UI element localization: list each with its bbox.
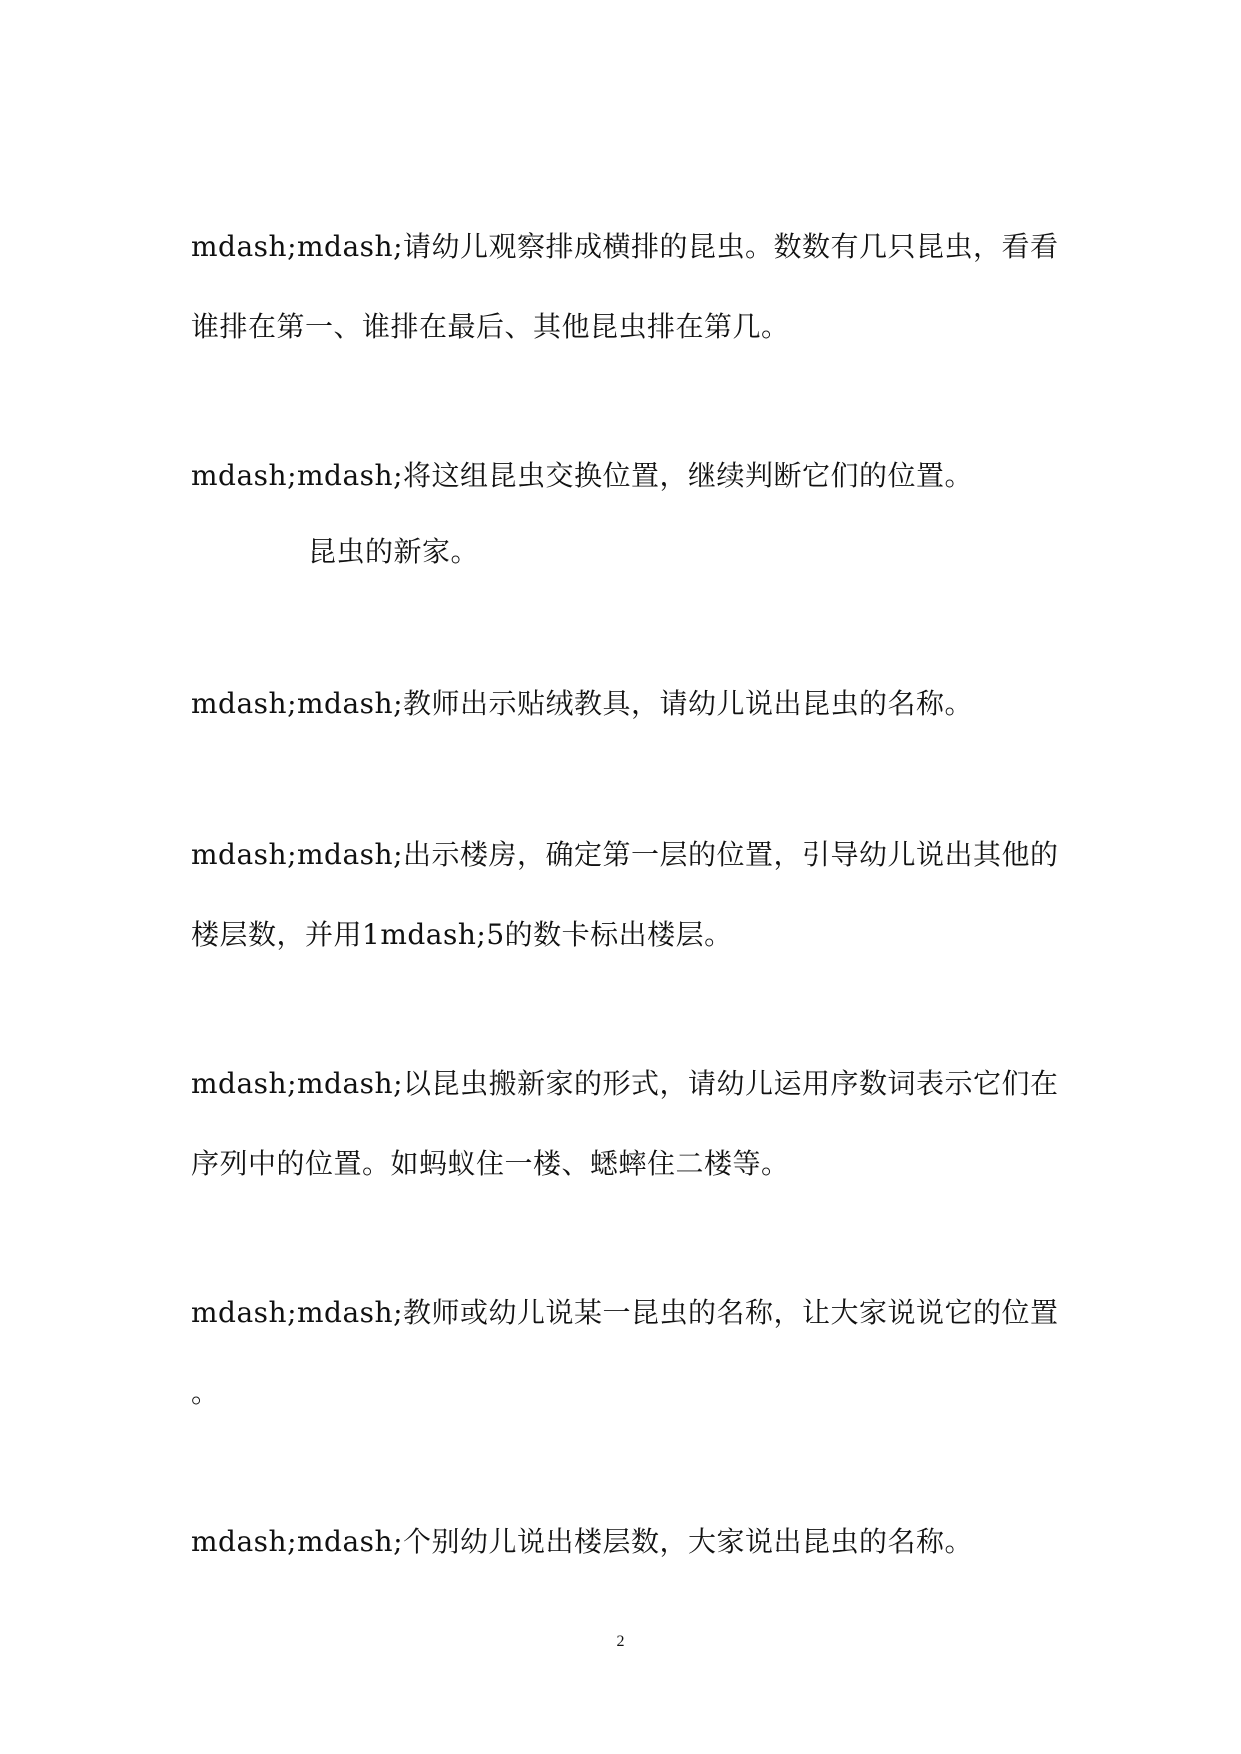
paragraph-6-line-1: mdash;mdash;教师或幼儿说某一昆虫的名称，让大家说说它的位置 bbox=[191, 1296, 1059, 1329]
paragraph-1-line-2: 谁排在第一、谁排在最后、其他昆虫排在第几。 bbox=[191, 310, 790, 343]
paragraph-4-line-1: mdash;mdash;出示楼房，确定第一层的位置，引导幼儿说出其他的 bbox=[191, 838, 1059, 871]
section-heading: 昆虫的新家。 bbox=[308, 535, 480, 568]
paragraph-4-line-2: 楼层数，并用1mdash;5的数卡标出楼层。 bbox=[191, 918, 733, 951]
paragraph-1-line-1: mdash;mdash;请幼儿观察排成横排的昆虫。数数有几只昆虫，看看 bbox=[191, 230, 1059, 263]
paragraph-7-line-1: mdash;mdash;个别幼儿说出楼层数，大家说出昆虫的名称。 bbox=[191, 1525, 974, 1558]
page-number: 2 bbox=[616, 1633, 625, 1650]
paragraph-5-line-2: 序列中的位置。如蚂蚁住一楼、蟋蟀住二楼等。 bbox=[191, 1147, 790, 1180]
paragraph-3-line-1: mdash;mdash;教师出示贴绒教具，请幼儿说出昆虫的名称。 bbox=[191, 687, 974, 720]
paragraph-5-line-1: mdash;mdash;以昆虫搬新家的形式，请幼儿运用序数词表示它们在 bbox=[191, 1067, 1059, 1100]
paragraph-6-line-2: 。 bbox=[191, 1376, 220, 1409]
paragraph-2-line-1: mdash;mdash;将这组昆虫交换位置，继续判断它们的位置。 bbox=[191, 459, 974, 492]
